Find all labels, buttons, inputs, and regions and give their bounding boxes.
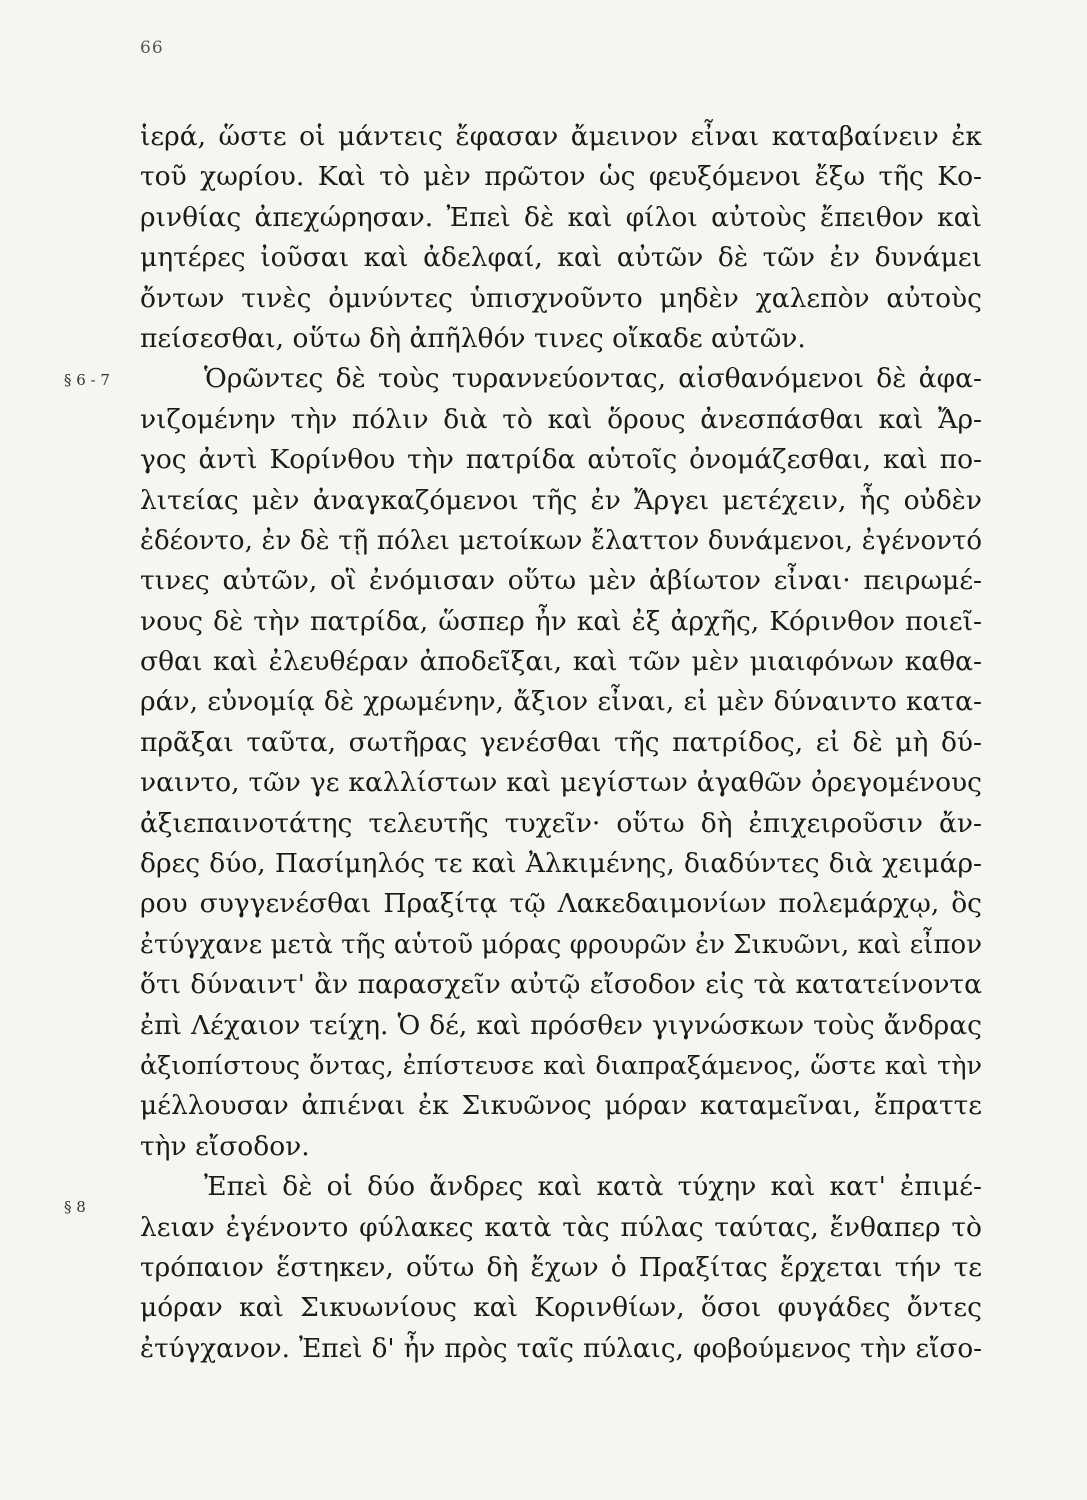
text-line: ὅτι δύναιντ' ἂν παρασχεῖν αὐτῷ εἴσοδον εἰς τὰ κατατείνοντα bbox=[140, 969, 982, 1001]
text-line: γος ἀντὶ Κορίνθου τὴν πατρίδα αὑτοῖς ὀνομάζεσθαι, καὶ πο- bbox=[140, 444, 982, 476]
text-line: ἐτύγχανε μετὰ τῆς αὑτοῦ μόρας φρουρῶν ἐν Σικυῶνι, καὶ εἶπον bbox=[140, 929, 982, 960]
text-line: τοῦ χωρίου. Καὶ τὸ μὲν πρῶτον ὡς φευξόμενοι ἔξω τῆς Κο- bbox=[140, 161, 982, 193]
main-text bbox=[140, 117, 982, 1369]
text-line: ἐδέοντο, ἐν δὲ τῇ πόλει μετοίκων ἔλαττον δυνάμενοι, ἐγένοντό bbox=[140, 525, 982, 556]
text-line: Ὁρῶντες δὲ τοὺς τυραννεύοντας, αἰσθανόμενοι δὲ ἀφα- bbox=[204, 363, 982, 395]
text-line: ράν, εὐνομίᾳ δὲ χρωμένην, ἄξιον εἶναι, εἰ μὲν δύναιντο κατα- bbox=[140, 686, 982, 718]
text-line: τινες αὐτῶν, οἳ ἐνόμισαν οὕτω μὲν ἀβίωτον εἶναι· πειρωμέ- bbox=[140, 565, 982, 597]
text-line: ἐτύγχανον. Ἐπεὶ δ' ἦν πρὸς ταῖς πύλαις, φοβούμενος τὴν εἴσο- bbox=[140, 1333, 982, 1364]
text-line: ἀξιοπίστους ὄντας, ἐπίστευσε καὶ διαπραξάμενος, ὥστε καὶ τὴν bbox=[140, 1050, 982, 1081]
text-line: μητέρες ἰοῦσαι καὶ ἀδελφαί, καὶ αὐτῶν δὲ τῶν ἐν δυνάμει bbox=[140, 242, 982, 274]
text-line: σθαι καὶ ἐλευθέραν ἀποδεῖξαι, καὶ τῶν μὲν μιαιφόνων καθα- bbox=[140, 646, 982, 678]
text-line: δρες δύο, Πασίμηλός τε καὶ Ἀλκιμένης, διαδύντες διὰ χειμάρ- bbox=[140, 848, 982, 880]
text-line: τὴν εἴσοδον. bbox=[140, 1130, 310, 1162]
text-line: λιτείας μὲν ἀναγκαζόμενοι τῆς ἐν Ἄργει μετέχειν, ἧς οὐδὲν bbox=[140, 484, 982, 516]
text-line: μέλλουσαν ἀπιέναι ἐκ Σικυῶνος μόραν καταμεῖναι, ἔπραττε bbox=[140, 1090, 982, 1122]
text-line: ἀξιεπαινοτάτης τελευτῆς τυχεῖν· οὕτω δὴ ἐπιχειροῦσιν ἄν- bbox=[140, 807, 982, 839]
text-line: ὄντων τινὲς ὀμνύντες ὑπισχνοῦντο μηδὲν χαλεπὸν αὐτοὺς bbox=[140, 282, 982, 314]
text-line: ρινθίας ἀπεχώρησαν. Ἐπεὶ δὲ καὶ φίλοι αὐτοὺς ἔπειθον καὶ bbox=[140, 201, 982, 233]
text-line: νους δὲ τὴν πατρίδα, ὥσπερ ἦν καὶ ἐξ ἀρχῆς, Κόρινθον ποιεῖ- bbox=[140, 605, 982, 637]
text-line: λειαν ἐγένοντο φύλακες κατὰ τὰς πύλας ταύτας, ἔνθαπερ τὸ bbox=[140, 1211, 982, 1243]
text-line: νιζομένην τὴν πόλιν διὰ τὸ καὶ ὅρους ἀνεσπάσθαι καὶ Ἄρ- bbox=[140, 403, 982, 435]
text-line: ἱερά, ὥστε οἱ μάντεις ἔφασαν ἄμεινον εἶναι καταβαίνειν ἐκ bbox=[140, 121, 982, 152]
text-line: πρᾶξαι ταῦτα, σωτῆρας γενέσθαι τῆς πατρίδος, εἰ δὲ μὴ δύ- bbox=[140, 726, 982, 758]
text-line: μόραν καὶ Σικυωνίους καὶ Κορινθίων, ὅσοι φυγάδες ὄντες bbox=[140, 1292, 982, 1324]
text-line: Ἐπεὶ δὲ οἱ δύο ἄνδρες καὶ κατὰ τύχην καὶ κατ' ἐπιμέ- bbox=[204, 1171, 982, 1203]
section-marker-6-7: § 6 - 7 bbox=[64, 371, 110, 389]
section-marker-8: § 8 bbox=[64, 1198, 86, 1216]
text-line: πείσεσθαι, οὕτω δὴ ἀπῆλθόν τινες οἴκαδε αὐτῶν. bbox=[140, 322, 806, 354]
text-line: τρόπαιον ἕστηκεν, οὕτω δὴ ἔχων ὁ Πραξίτας ἔρχεται τήν τε bbox=[140, 1251, 982, 1283]
text-line: ρου συγγενέσθαι Πραξίτᾳ τῷ Λακεδαιμονίων πολεμάρχῳ, ὃς bbox=[140, 888, 982, 920]
text-line: ἐπὶ Λέχαιον τείχη. Ὁ δέ, καὶ πρόσθεν γιγνώσκων τοὺς ἄνδρας bbox=[140, 1009, 982, 1041]
page-number: 66 bbox=[140, 38, 164, 58]
text-line: ναιντο, τῶν γε καλλίστων καὶ μεγίστων ἀγαθῶν ὀρεγομένους bbox=[140, 767, 982, 799]
